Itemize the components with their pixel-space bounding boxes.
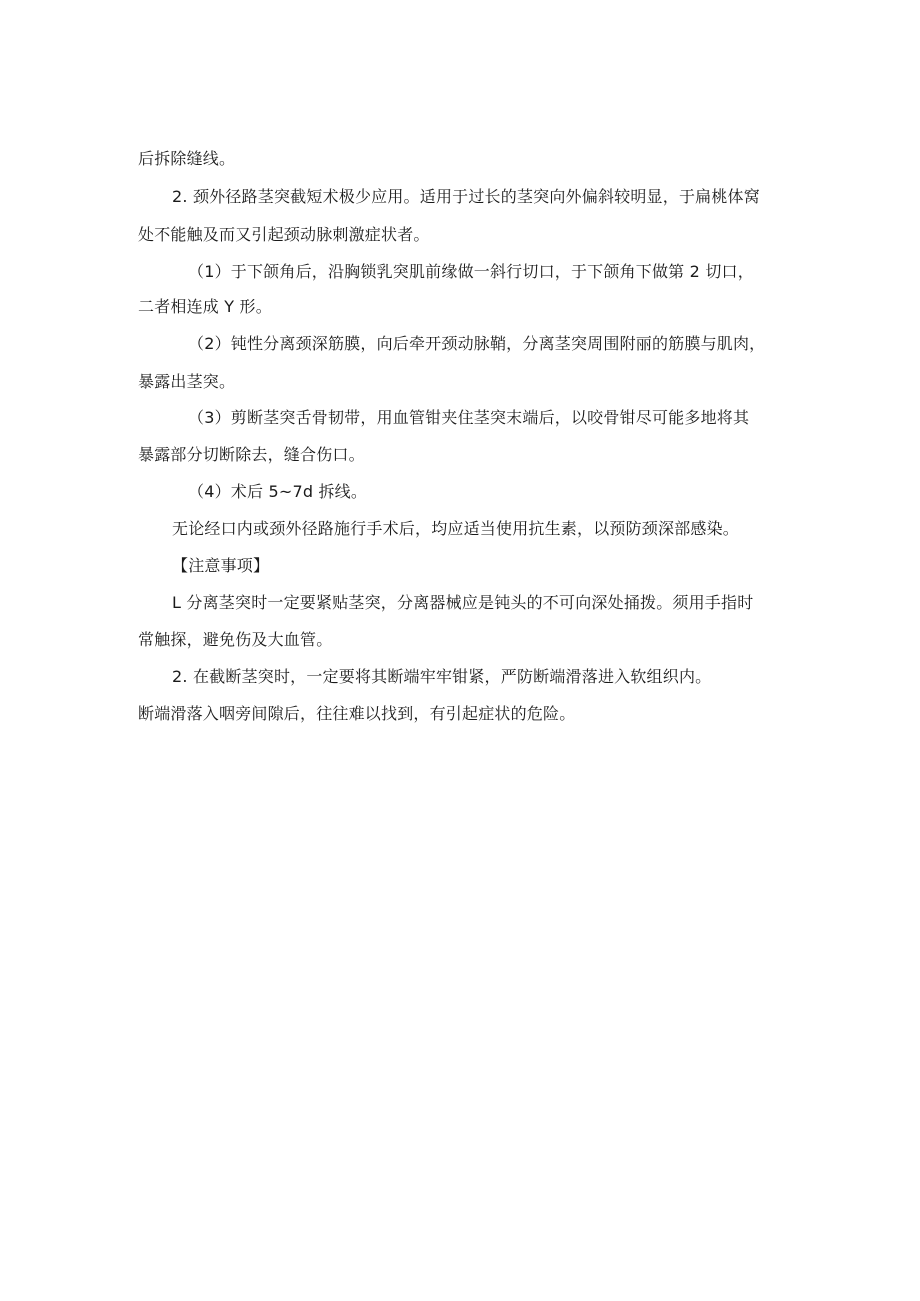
- text-line-3: 处不能触及而又引起颈动脉刺激症状者。: [138, 225, 430, 244]
- text-line-6: （2）钝性分离颈深筋膜，向后牵开颈动脉鞘，分离茎突周围附丽的筋膜与肌肉，: [188, 334, 766, 353]
- text-line-10: （4）术后 5~7d 拆线。: [188, 482, 368, 501]
- text-line-13: L 分离茎突时一定要紧贴茎突，分离器械应是钝头的不可向深处捅拨。须用手指时: [172, 593, 754, 612]
- text-line-1: 后拆除缝线。: [138, 149, 236, 168]
- section-heading: 【注意事项】: [172, 556, 270, 575]
- text-line-7: 暴露出茎突。: [138, 372, 236, 391]
- text-line-14: 常触探，避免伤及大血管。: [138, 630, 333, 649]
- text-line-16: 断端滑落入咽旁间隙后，往往难以找到，有引起症状的危险。: [138, 704, 576, 723]
- text-line-15: 2. 在截断茎突时，一定要将其断端牢牢钳紧，严防断端滑落进入软组织内。: [172, 667, 712, 686]
- text-line-5: 二者相连成 Y 形。: [138, 297, 272, 316]
- text-line-11: 无论经口内或颈外径路施行手术后，均应适当使用抗生素，以预防颈深部感染。: [172, 519, 740, 538]
- text-line-9: 暴露部分切断除去，缝合伤口。: [138, 445, 365, 464]
- text-line-8: （3）剪断茎突舌骨韧带，用血管钳夹住茎突末端后，以咬骨钳尽可能多地将其: [188, 408, 750, 427]
- text-line-2: 2. 颈外径路茎突截短术极少应用。适用于过长的茎突向外偏斜较明显，于扁桃体窝: [172, 187, 760, 206]
- text-line-4: （1）于下颌角后，沿胸锁乳突肌前缘做一斜行切口，于下颌角下做第 2 切口，: [188, 262, 754, 281]
